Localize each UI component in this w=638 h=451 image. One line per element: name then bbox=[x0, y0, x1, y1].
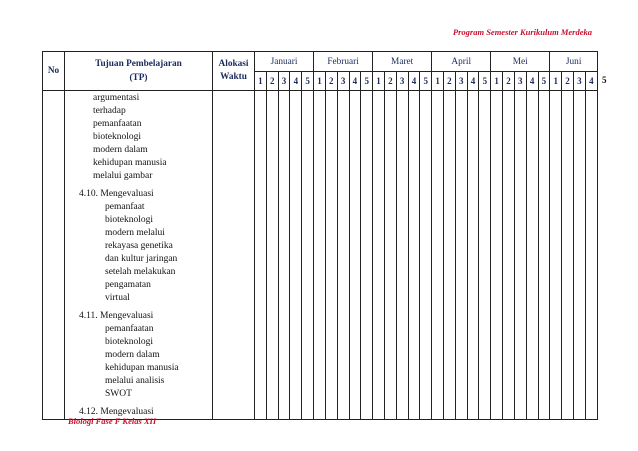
header-aw-line2: Waktu bbox=[220, 72, 247, 82]
header-tujuan-pembelajaran bbox=[65, 52, 213, 91]
tp-item-line: melalui gambar bbox=[93, 171, 153, 181]
schedule-cell bbox=[314, 91, 326, 420]
header-no: No bbox=[43, 52, 65, 91]
tp-item-line: pemanfaatan bbox=[105, 324, 154, 334]
week-number-cell: 4 bbox=[349, 72, 361, 91]
tp-item-line: rekayasa genetika bbox=[105, 241, 173, 251]
week-number-cell: 3 bbox=[573, 72, 585, 91]
week-number-cell: 1 bbox=[550, 72, 562, 91]
week-number-cell: 5 bbox=[479, 72, 491, 91]
week-number-cell: 4 bbox=[585, 72, 597, 91]
week-number-cell: 5 bbox=[361, 72, 373, 91]
tp-item-line: modern melalui bbox=[105, 228, 165, 238]
schedule-cell bbox=[255, 91, 267, 420]
schedule-cell bbox=[337, 91, 349, 420]
month-februari: Februari bbox=[314, 52, 373, 72]
header-aw-line1: Alokasi bbox=[218, 59, 249, 69]
tp-item-text: Mengevaluasi bbox=[100, 189, 154, 199]
week-number-cell: 2 bbox=[444, 72, 456, 91]
document-header-label: Program Semester Kurikulum Merdeka bbox=[452, 27, 592, 37]
schedule-cell bbox=[585, 91, 597, 420]
header-alokasi-waktu bbox=[213, 52, 255, 91]
schedule-cell bbox=[349, 91, 361, 420]
tp-item-line: bioteknologi bbox=[105, 337, 154, 347]
table-row bbox=[43, 91, 598, 420]
week-number-cell: 5 bbox=[538, 72, 550, 91]
schedule-cell bbox=[444, 91, 456, 420]
tp-item-line: bioteknologi bbox=[105, 215, 154, 225]
week-number-cell: 1 bbox=[432, 72, 444, 91]
schedule-cell bbox=[278, 91, 290, 420]
tp-item-line: melalui analisis bbox=[105, 376, 165, 386]
week-number-cell: 2 bbox=[384, 72, 396, 91]
tp-item-number: 4.11. bbox=[79, 311, 98, 321]
week-number-cell: 4 bbox=[408, 72, 420, 91]
document-footer-label: Biologi Fase F Kelas XII bbox=[68, 416, 157, 426]
schedule-cell bbox=[526, 91, 538, 420]
cell-no bbox=[43, 91, 65, 420]
tp-item-line: kehidupan manusia bbox=[105, 363, 179, 373]
schedule-cell bbox=[384, 91, 396, 420]
week-number-cell: 2 bbox=[325, 72, 337, 91]
tp-item-line: SWOT bbox=[105, 389, 132, 399]
tp-item-text: Mengevaluasi bbox=[100, 407, 154, 417]
week-number-cell: 5 bbox=[420, 72, 432, 91]
schedule-cell bbox=[514, 91, 526, 420]
schedule-cell bbox=[373, 91, 385, 420]
week-number-cell: 1 bbox=[314, 72, 326, 91]
month-januari: Januari bbox=[255, 52, 314, 72]
semester-program-table bbox=[42, 51, 598, 420]
week-number-cell: 4 bbox=[467, 72, 479, 91]
schedule-cell bbox=[325, 91, 337, 420]
tp-item-line: pemanfaatan bbox=[93, 119, 142, 129]
tp-item-text: Mengevaluasi bbox=[100, 311, 154, 321]
schedule-cell bbox=[361, 91, 373, 420]
tp-item-line: pemanfaat bbox=[105, 202, 145, 212]
week-number-cell: 4 bbox=[526, 72, 538, 91]
schedule-cell bbox=[479, 91, 491, 420]
schedule-cell bbox=[538, 91, 550, 420]
tp-item-line bbox=[79, 188, 212, 201]
week-number-cell: 3 bbox=[514, 72, 526, 91]
week-number-cell: 4 bbox=[290, 72, 302, 91]
schedule-cell bbox=[562, 91, 574, 420]
week-number-cell: 1 bbox=[491, 72, 503, 91]
schedule-cell bbox=[455, 91, 467, 420]
tp-item-line: virtual bbox=[105, 293, 130, 303]
tp-item-line: dan kultur jaringan bbox=[105, 254, 178, 264]
schedule-cell bbox=[491, 91, 503, 420]
tp-item-line: bioteknologi bbox=[93, 132, 142, 142]
tp-item-number: 4.10. bbox=[79, 189, 98, 199]
cell-tujuan-pembelajaran bbox=[65, 91, 213, 420]
week-number-extra: 5 bbox=[602, 74, 607, 85]
week-number-cell: 3 bbox=[455, 72, 467, 91]
header-row-months bbox=[43, 52, 598, 72]
tp-item-line bbox=[79, 310, 212, 323]
schedule-cell bbox=[467, 91, 479, 420]
schedule-cell bbox=[420, 91, 432, 420]
week-number-cell: 3 bbox=[396, 72, 408, 91]
tp-item-line: pengamatan bbox=[105, 280, 151, 290]
schedule-cell bbox=[503, 91, 515, 420]
schedule-cell bbox=[302, 91, 314, 420]
week-number-cell: 3 bbox=[337, 72, 349, 91]
schedule-cell bbox=[573, 91, 585, 420]
header-tp-line2: (TP) bbox=[129, 73, 148, 83]
month-mei: Mei bbox=[491, 52, 550, 72]
week-number-cell: 1 bbox=[373, 72, 385, 91]
tp-item-line: setelah melakukan bbox=[105, 267, 176, 277]
month-maret: Maret bbox=[373, 52, 432, 72]
tp-item-line: modern dalam bbox=[93, 145, 148, 155]
schedule-cell bbox=[396, 91, 408, 420]
tp-item-line: modern dalam bbox=[105, 350, 160, 360]
schedule-cell bbox=[266, 91, 278, 420]
month-juni: Juni bbox=[550, 52, 598, 72]
week-number-cell: 2 bbox=[266, 72, 278, 91]
schedule-cell bbox=[290, 91, 302, 420]
tp-item-line: kehidupan manusia bbox=[93, 158, 167, 168]
header-tp-line1: Tujuan Pembelajaran bbox=[95, 59, 182, 69]
tp-item-line: terhadap bbox=[93, 106, 126, 116]
week-number-cell: 2 bbox=[503, 72, 515, 91]
cell-alokasi-waktu bbox=[213, 91, 255, 420]
week-number-cell: 3 bbox=[278, 72, 290, 91]
schedule-cell bbox=[550, 91, 562, 420]
week-number-cell: 5 bbox=[302, 72, 314, 91]
week-number-cell: 1 bbox=[255, 72, 267, 91]
week-number-cell: 2 bbox=[562, 72, 574, 91]
schedule-cell bbox=[432, 91, 444, 420]
schedule-cell bbox=[408, 91, 420, 420]
tp-item-line: argumentasi bbox=[93, 93, 140, 103]
month-april: April bbox=[432, 52, 491, 72]
tp-item-number: 4.12. bbox=[79, 407, 98, 417]
tp-item-list bbox=[79, 92, 212, 419]
